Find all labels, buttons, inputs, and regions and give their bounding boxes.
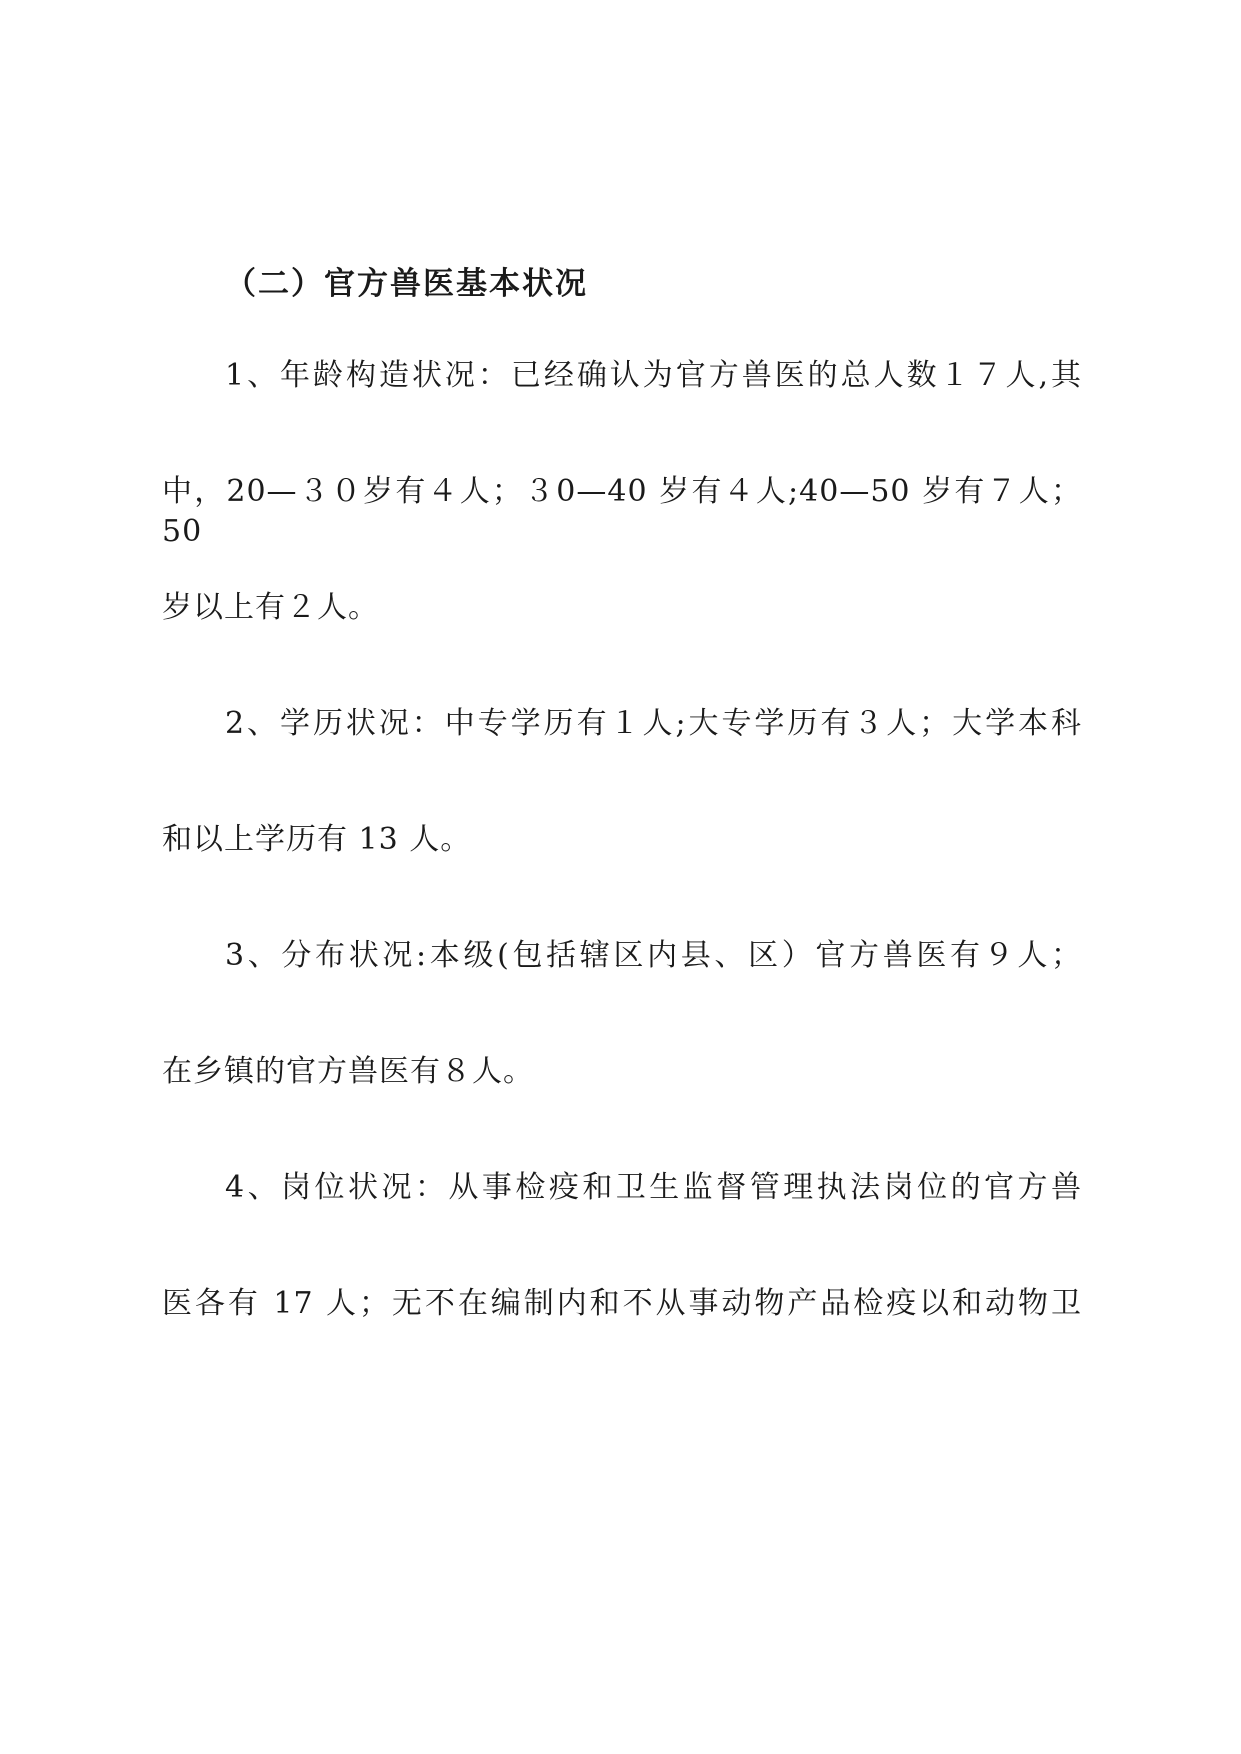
paragraph-4-line-2: 医各有 17 人；无不在编制内和不从事动物产品检疫以和动物卫 <box>162 1286 1082 1321</box>
paragraph-2-line-1: 2、学历状况：中专学历有１人;大专学历有３人；大学本科 <box>225 706 1082 741</box>
paragraph-3-line-2: 在乡镇的官方兽医有８人。 <box>162 1054 534 1089</box>
paragraph-1-line-3: 岁以上有２人。 <box>162 590 379 625</box>
section-heading: （二）官方兽医基本状况 <box>225 266 588 302</box>
paragraph-3-line-1: 3、分布状况:本级(包括辖区内县、区）官方兽医有９人； <box>225 938 1082 973</box>
paragraph-1-line-1: 1、年龄构造状况：已经确认为官方兽医的总人数１７人,其 <box>225 358 1082 393</box>
paragraph-2-line-2: 和以上学历有 13 人。 <box>162 822 472 857</box>
paragraph-4-line-1: 4、岗位状况：从事检疫和卫生监督管理执法岗位的官方兽 <box>225 1170 1082 1205</box>
paragraph-1-line-2: 中，20—３０岁有４人；３0—40 岁有４人;40—50 岁有７人；50 <box>162 474 1082 549</box>
